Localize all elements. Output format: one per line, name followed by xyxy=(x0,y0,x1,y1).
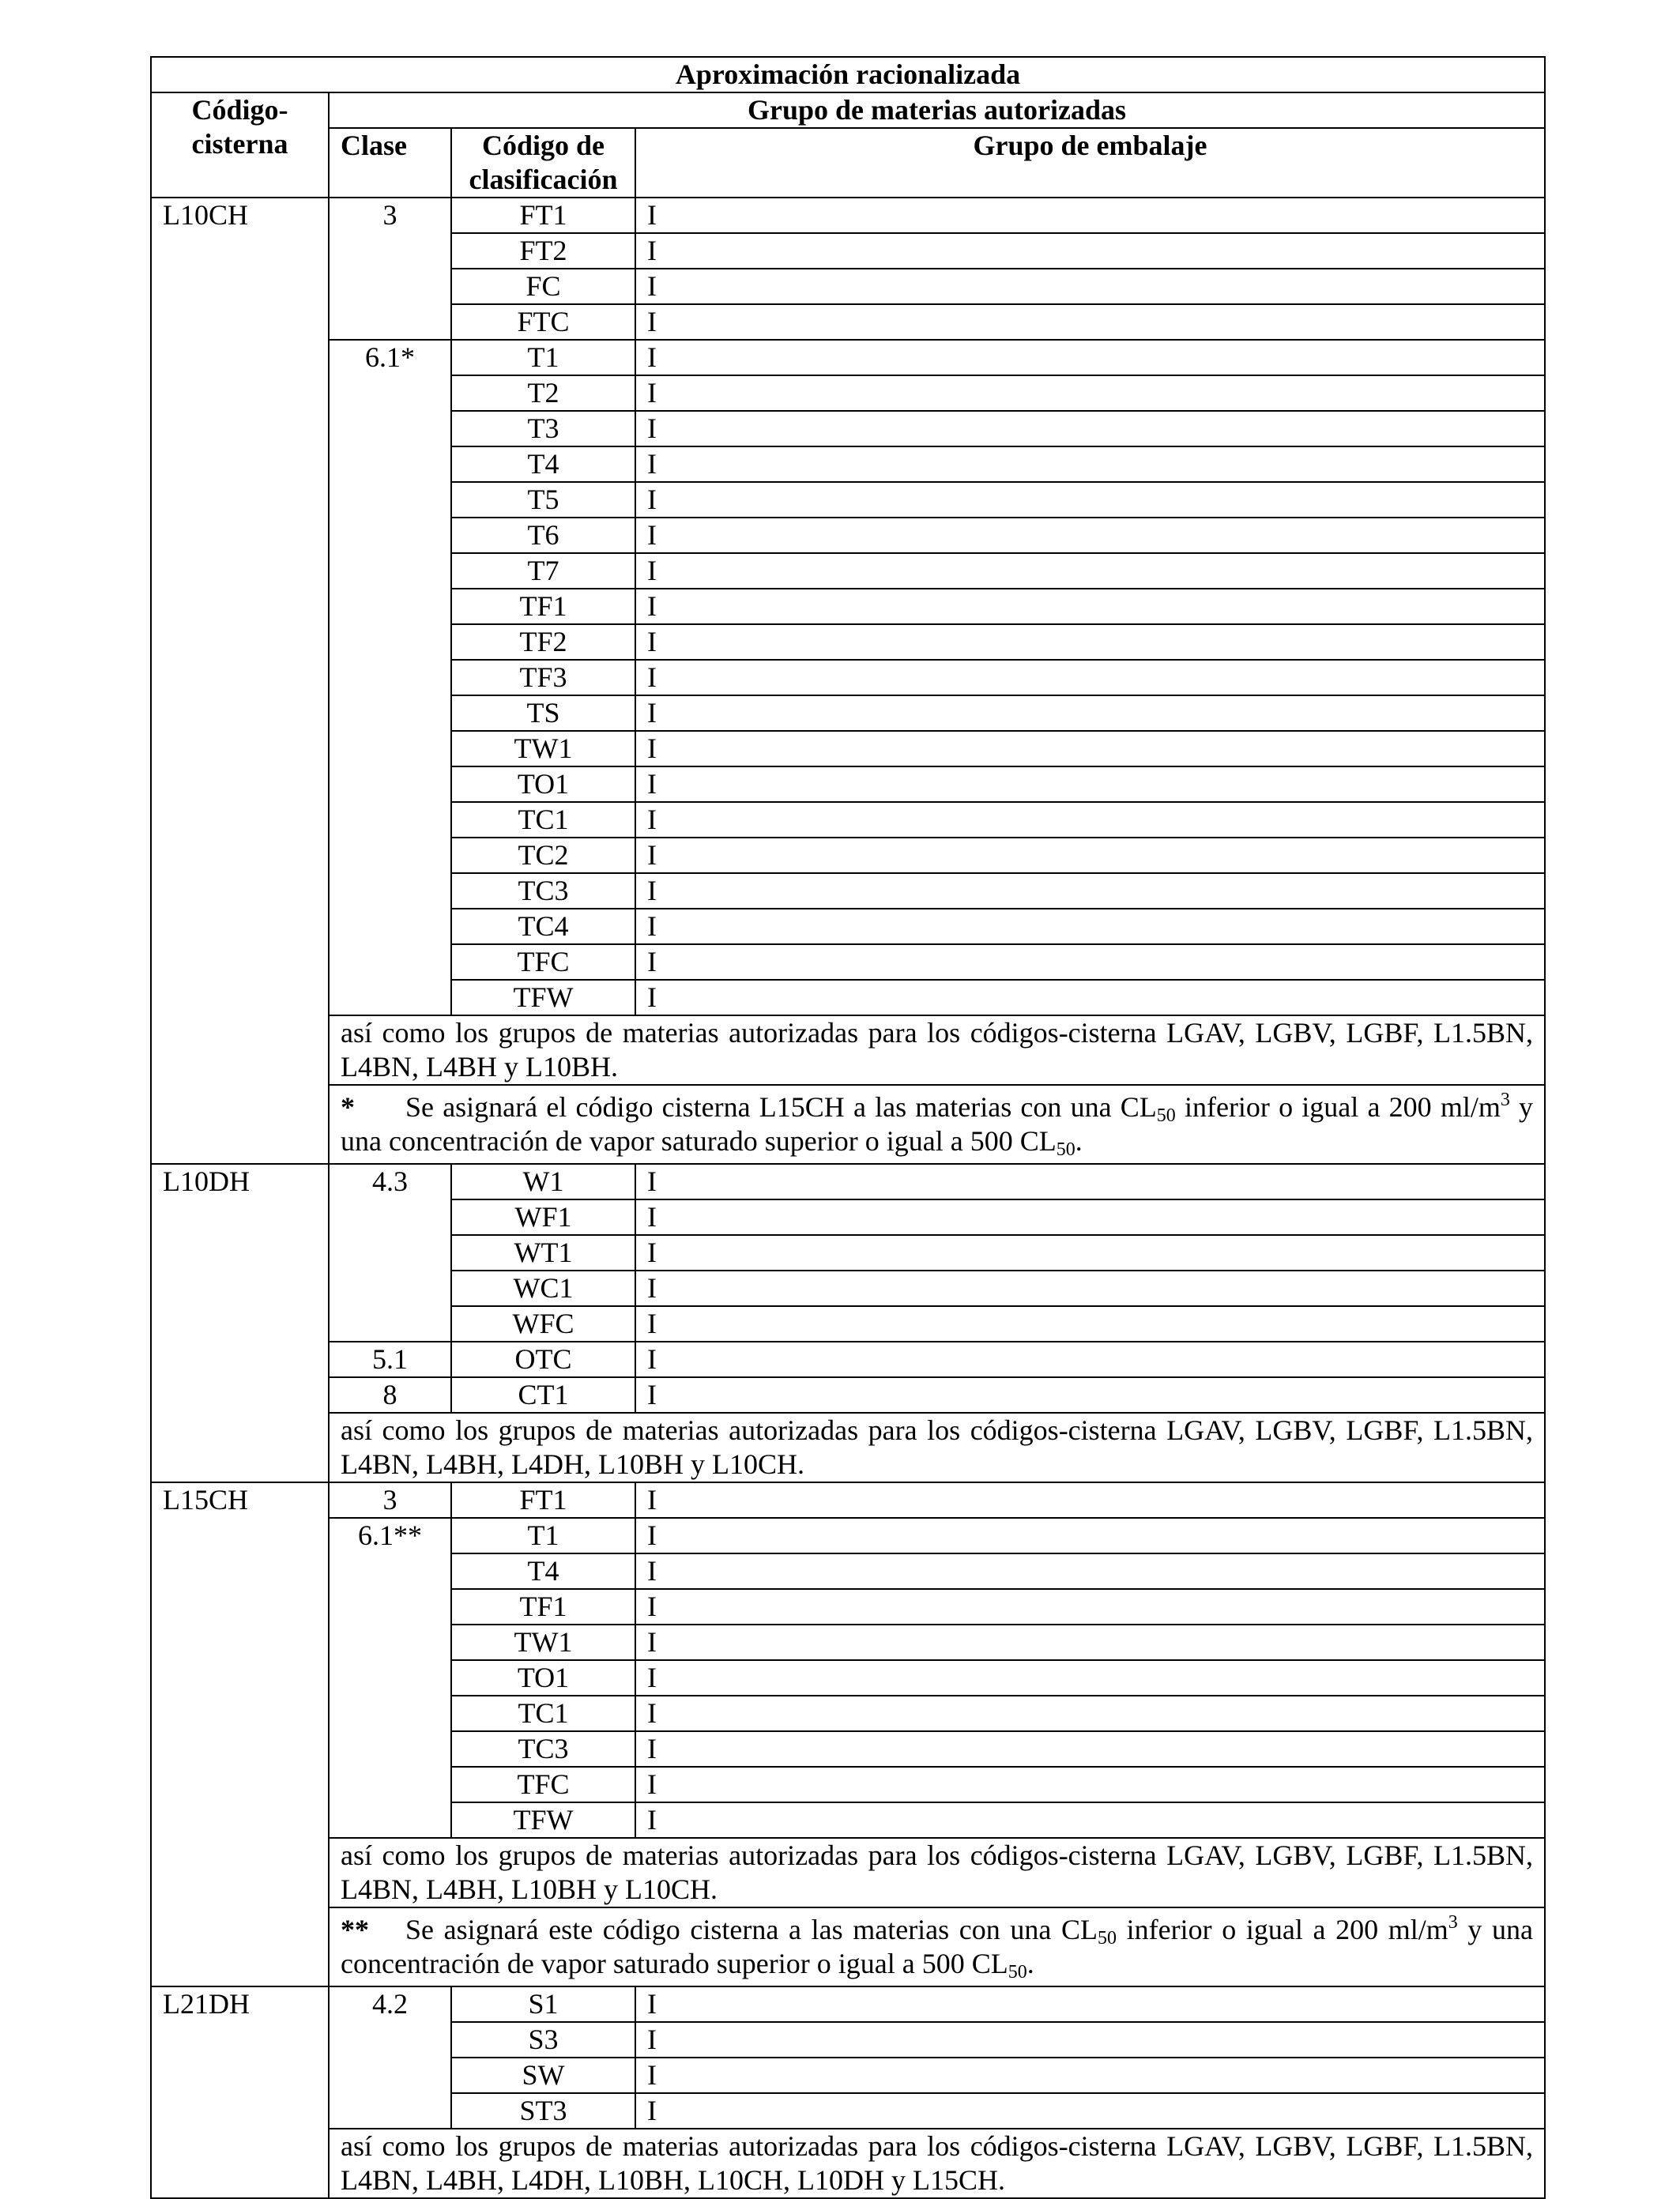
classification-code-cell: FTC xyxy=(451,304,635,340)
table-row xyxy=(151,1838,1545,1907)
class-cell: 5.1 xyxy=(329,1342,451,1377)
classification-code-cell: TW1 xyxy=(451,1625,635,1660)
classification-code-cell: T1 xyxy=(451,1518,635,1553)
packing-group-cell: I xyxy=(635,1553,1545,1589)
footnote xyxy=(329,1085,1545,1164)
classification-code-cell: T3 xyxy=(451,411,635,446)
tank-code-cell: L10CH xyxy=(151,198,329,1164)
packing-group-column-header: Grupo de embalaje xyxy=(635,128,1545,198)
classification-code-cell: TFW xyxy=(451,980,635,1015)
footnote-subscript: 50 xyxy=(1098,1928,1117,1949)
classification-code-cell: TO1 xyxy=(451,1660,635,1696)
packing-group-cell: I xyxy=(635,233,1545,269)
packing-group-cell: I xyxy=(635,1306,1545,1342)
classification-code-cell: TO1 xyxy=(451,766,635,802)
classification-code-cell: CT1 xyxy=(451,1377,635,1413)
class-cell: 8 xyxy=(329,1377,451,1413)
classification-code-cell: WFC xyxy=(451,1306,635,1342)
packing-group-cell: I xyxy=(635,1767,1545,1802)
tank-code-cell: L21DH xyxy=(151,1986,329,2198)
packing-group-cell: I xyxy=(635,553,1545,589)
rationalized-approach-table xyxy=(150,56,1546,2199)
packing-group-cell: I xyxy=(635,1986,1545,2022)
classification-code-cell: TF1 xyxy=(451,589,635,624)
classification-code-cell: TC3 xyxy=(451,873,635,909)
packing-group-cell: I xyxy=(635,304,1545,340)
classification-code-cell: TC3 xyxy=(451,1731,635,1767)
classification-code-cell: WT1 xyxy=(451,1235,635,1271)
table-row xyxy=(151,198,1545,233)
classification-code-cell: T6 xyxy=(451,518,635,553)
packing-group-cell: I xyxy=(635,1518,1545,1553)
footnote-text: . xyxy=(1075,1125,1083,1157)
packing-group-cell: I xyxy=(635,944,1545,980)
footnote-text: y una concentración de vapor saturado superior o igual a 500 CL xyxy=(341,1914,1533,1979)
packing-group-cell: I xyxy=(635,731,1545,766)
table-row xyxy=(151,1164,1545,1199)
classification-code-cell: T4 xyxy=(451,446,635,482)
classification-code-cell: FT2 xyxy=(451,233,635,269)
footnote-text: Se asignará el código cisterna L15CH a las materias con una CL xyxy=(405,1091,1157,1123)
classification-code-cell: TC4 xyxy=(451,909,635,944)
also-authorized-note: así como los grupos de materias autorizadas para los códigos-cisterna LGAV, LGBV, LGBF, L1.5BN, L4BN, L4BH, L4DH, L10BH y L10CH. xyxy=(329,1413,1545,1482)
classification-header-line2: clasificación xyxy=(469,164,618,195)
packing-group-cell: I xyxy=(635,269,1545,304)
packing-group-cell: I xyxy=(635,980,1545,1015)
table-row xyxy=(151,1015,1545,1085)
packing-group-cell: I xyxy=(635,695,1545,731)
packing-group-cell: I xyxy=(635,1660,1545,1696)
packing-group-cell: I xyxy=(635,2058,1545,2093)
classification-code-cell: FT1 xyxy=(451,198,635,233)
footnote-subscript: 50 xyxy=(1056,1139,1075,1160)
packing-group-cell: I xyxy=(635,198,1545,233)
packing-group-cell: I xyxy=(635,624,1545,660)
packing-group-cell: I xyxy=(635,1342,1545,1377)
packing-group-cell: I xyxy=(635,340,1545,375)
packing-group-cell: I xyxy=(635,1696,1545,1731)
packing-group-cell: I xyxy=(635,446,1545,482)
table-row xyxy=(151,1986,1545,2022)
table-row xyxy=(151,1413,1545,1482)
packing-group-cell: I xyxy=(635,1199,1545,1235)
footnote-text: inferior o igual a 200 ml/m xyxy=(1175,1091,1501,1123)
classification-code-cell: WF1 xyxy=(451,1199,635,1235)
classification-code-cell: T2 xyxy=(451,375,635,411)
table-row xyxy=(151,1085,1545,1164)
classification-code-cell: T5 xyxy=(451,482,635,518)
packing-group-cell: I xyxy=(635,375,1545,411)
packing-group-cell: I xyxy=(635,766,1545,802)
packing-group-cell: I xyxy=(635,838,1545,873)
packing-group-cell: I xyxy=(635,411,1545,446)
packing-group-cell: I xyxy=(635,518,1545,553)
table-header xyxy=(151,57,1545,198)
classification-code-cell: WC1 xyxy=(451,1271,635,1306)
classification-header-line1: Código de xyxy=(481,130,605,161)
classification-code-cell: T7 xyxy=(451,553,635,589)
footnote-text: y una concentración de vapor saturado superior o igual a 500 CL xyxy=(341,1091,1534,1157)
classification-code-cell: ST3 xyxy=(451,2093,635,2129)
table-title: Aproximación racionalizada xyxy=(151,57,1545,92)
classification-code-cell: TFW xyxy=(451,1802,635,1838)
footnote-text: Se asignará este código cisterna a las materias con una CL xyxy=(405,1914,1098,1945)
class-column-header: Clase xyxy=(329,128,451,198)
packing-group-cell: I xyxy=(635,660,1545,695)
class-cell: 4.3 xyxy=(329,1164,451,1342)
table-row xyxy=(151,1518,1545,1553)
classification-code-cell: TF1 xyxy=(451,1589,635,1625)
classification-code-cell: SW xyxy=(451,2058,635,2093)
classification-code-cell: TS xyxy=(451,695,635,731)
class-cell: 6.1** xyxy=(329,1518,451,1838)
also-authorized-note: así como los grupos de materias autorizadas para los códigos-cisterna LGAV, LGBV, LGBF, L1.5BN, L4BN, L4BH y L10BH. xyxy=(329,1015,1545,1085)
footnote-subscript: 50 xyxy=(1008,1962,1027,1982)
packing-group-cell: I xyxy=(635,1235,1545,1271)
table-row xyxy=(151,1342,1545,1377)
classification-code-cell: TFC xyxy=(451,1767,635,1802)
classification-code-cell: TW1 xyxy=(451,731,635,766)
classification-code-cell: W1 xyxy=(451,1164,635,1199)
classification-code-cell: T4 xyxy=(451,1553,635,1589)
classification-code-cell: OTC xyxy=(451,1342,635,1377)
table-row xyxy=(151,1377,1545,1413)
packing-group-cell: I xyxy=(635,1377,1545,1413)
packing-group-cell: I xyxy=(635,1482,1545,1518)
packing-group-cell: I xyxy=(635,1802,1545,1838)
footnote-superscript: 3 xyxy=(1448,1912,1458,1933)
footnote-text: . xyxy=(1026,1948,1034,1979)
table-row xyxy=(151,340,1545,375)
table-row xyxy=(151,1907,1545,1986)
classification-code-cell: TF3 xyxy=(451,660,635,695)
classification-code-cell: TF2 xyxy=(451,624,635,660)
also-authorized-note: así como los grupos de materias autorizadas para los códigos-cisterna LGAV, LGBV, LGBF, L1.5BN, L4BN, L4BH, L10BH y L10CH. xyxy=(329,1838,1545,1907)
tank-code-cell: L10DH xyxy=(151,1164,329,1482)
packing-group-cell: I xyxy=(635,802,1545,838)
classification-code-cell: T1 xyxy=(451,340,635,375)
packing-group-cell: I xyxy=(635,2022,1545,2058)
classification-code-cell: FC xyxy=(451,269,635,304)
classification-code-cell: TC1 xyxy=(451,802,635,838)
tank-code-cell: L15CH xyxy=(151,1482,329,1986)
also-authorized-note: así como los grupos de materias autorizadas para los códigos-cisterna LGAV, LGBV, LGBF, L1.5BN, L4BN, L4BH, L4DH, L10BH, L10CH, L10DH y L15CH. xyxy=(329,2129,1545,2198)
packing-group-cell: I xyxy=(635,1625,1545,1660)
classification-code-cell: TC1 xyxy=(451,1696,635,1731)
tank-code-column-header xyxy=(151,92,329,198)
footnote-text: inferior o igual a 200 ml/m xyxy=(1117,1914,1448,1945)
packing-group-cell: I xyxy=(635,2093,1545,2129)
footnote-marker: * xyxy=(341,1091,355,1123)
class-cell: 6.1* xyxy=(329,340,451,1015)
packing-group-cell: I xyxy=(635,1271,1545,1306)
class-cell: 3 xyxy=(329,198,451,340)
packing-group-cell: I xyxy=(635,589,1545,624)
classification-code-cell: S3 xyxy=(451,2022,635,2058)
table-row xyxy=(151,2129,1545,2198)
classification-code-cell: TC2 xyxy=(451,838,635,873)
classification-code-cell: FT1 xyxy=(451,1482,635,1518)
class-cell: 3 xyxy=(329,1482,451,1518)
packing-group-cell: I xyxy=(635,482,1545,518)
table-body xyxy=(151,198,1545,2198)
packing-group-cell: I xyxy=(635,1164,1545,1199)
packing-group-cell: I xyxy=(635,1589,1545,1625)
footnote-marker: ** xyxy=(341,1914,369,1945)
footnote xyxy=(329,1907,1545,1986)
classification-code-cell: TFC xyxy=(451,944,635,980)
tank-code-header-line1: Código- xyxy=(191,94,288,126)
classification-code-cell: S1 xyxy=(451,1986,635,2022)
tank-code-header-line2: cisterna xyxy=(191,128,288,160)
packing-group-cell: I xyxy=(635,873,1545,909)
authorized-substances-group-header: Grupo de materias autorizadas xyxy=(329,92,1545,128)
footnote-subscript: 50 xyxy=(1156,1105,1176,1126)
table-row xyxy=(151,1482,1545,1518)
footnote-superscript: 3 xyxy=(1500,1090,1510,1110)
class-cell: 4.2 xyxy=(329,1986,451,2129)
classification-code-column-header xyxy=(451,128,635,198)
packing-group-cell: I xyxy=(635,1731,1545,1767)
packing-group-cell: I xyxy=(635,909,1545,944)
